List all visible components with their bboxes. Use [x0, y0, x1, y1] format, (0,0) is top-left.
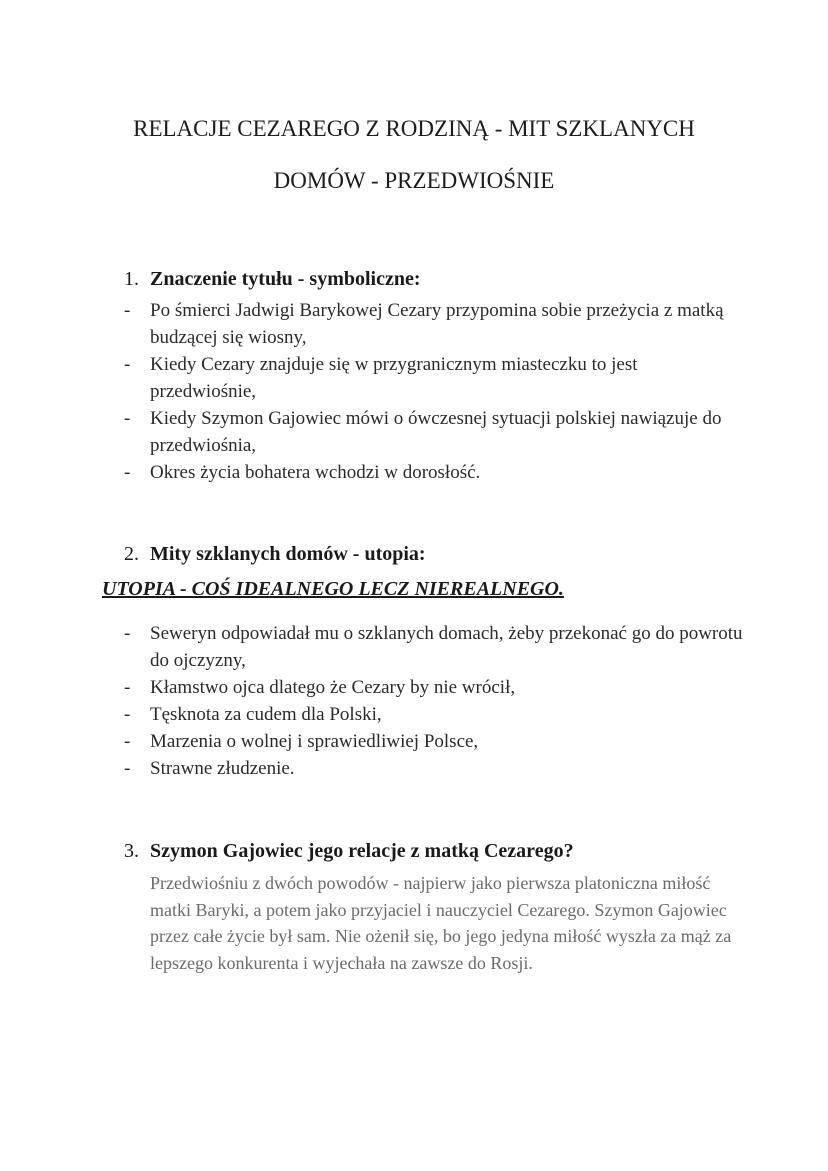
list-item-text: Marzenia o wolnej i sprawiedliwiej Polsce, — [150, 731, 479, 752]
list-item-text: Po śmierci Jadwigi Barykowej Cezary przypomina sobie przeżycia z matką budzącej się wiosny, — [150, 300, 724, 348]
section-3-paragraph: Przedwiośniu z dwóch powodów - najpierw jako pierwsza platoniczna miłość matki Baryki, a potem jako przyjaciel i nauczyciel Cezarego. Szymon Gajowiec przez całe życie był sam. Nie ożenił się, bo jego jedyna miłość wyszła za mąż za lepszego konkurenta i wyjechała na zawsze do Rosji. — [150, 873, 732, 973]
list-item — [124, 701, 744, 728]
section-number: 1. — [124, 268, 139, 290]
title-line-2: DOMÓW - PRZEDWIOŚNIE — [273, 168, 555, 193]
bullet-dash: - — [124, 300, 131, 321]
list-item — [124, 674, 744, 701]
section-1-list — [124, 297, 744, 486]
list-item — [124, 728, 744, 755]
list-item-text: Kiedy Szymon Gajowiec mówi o ówczesnej sytuacji polskiej nawiązuje do przedwiośnia, — [150, 408, 722, 456]
list-item-text: Okres życia bohatera wchodzi w dorosłość. — [150, 462, 481, 483]
bullet-dash: - — [124, 408, 131, 429]
bullet-dash: - — [124, 462, 131, 483]
list-item — [124, 620, 744, 674]
bullet-dash: - — [124, 758, 131, 779]
bullet-dash: - — [124, 704, 131, 725]
section-heading-text: Szymon Gajowiec jego relacje z matką Cezarego? — [150, 840, 574, 862]
section-3-heading — [124, 840, 574, 863]
list-item — [124, 459, 744, 486]
list-item-text: Strawne złudzenie. — [150, 758, 295, 779]
list-item — [124, 297, 744, 351]
section-1-heading — [124, 268, 421, 291]
bullet-dash: - — [124, 677, 131, 698]
list-item — [124, 351, 744, 405]
title-line-1: RELACJE CEZAREGO Z RODZINĄ - MIT SZKLANYCH — [133, 116, 695, 141]
section-number: 3. — [124, 840, 139, 862]
section-heading-text: Mity szklanych domów - utopia: — [150, 543, 426, 565]
list-item — [124, 405, 744, 459]
section-heading-text: Znaczenie tytułu - symboliczne: — [150, 268, 421, 290]
bullet-dash: - — [124, 731, 131, 752]
list-item — [124, 755, 744, 782]
section-2-heading — [124, 543, 426, 566]
section-number: 2. — [124, 543, 139, 565]
list-item-text: Kiedy Cezary znajduje się w przygranicznym miasteczku to jest przedwiośnie, — [150, 354, 638, 402]
list-item-text: Kłamstwo ojca dlatego że Cezary by nie wrócił, — [150, 677, 516, 698]
bullet-dash: - — [124, 623, 131, 644]
utopia-definition: UTOPIA - COŚ IDEALNEGO LECZ NIEREALNEGO. — [102, 578, 564, 600]
bullet-dash: - — [124, 354, 131, 375]
list-item-text: Seweryn odpowiadał mu o szklanych domach, żeby przekonać go do powrotu do ojczyzny, — [150, 623, 743, 671]
section-2-list — [124, 620, 744, 782]
list-item-text: Tęsknota za cudem dla Polski, — [150, 704, 382, 725]
